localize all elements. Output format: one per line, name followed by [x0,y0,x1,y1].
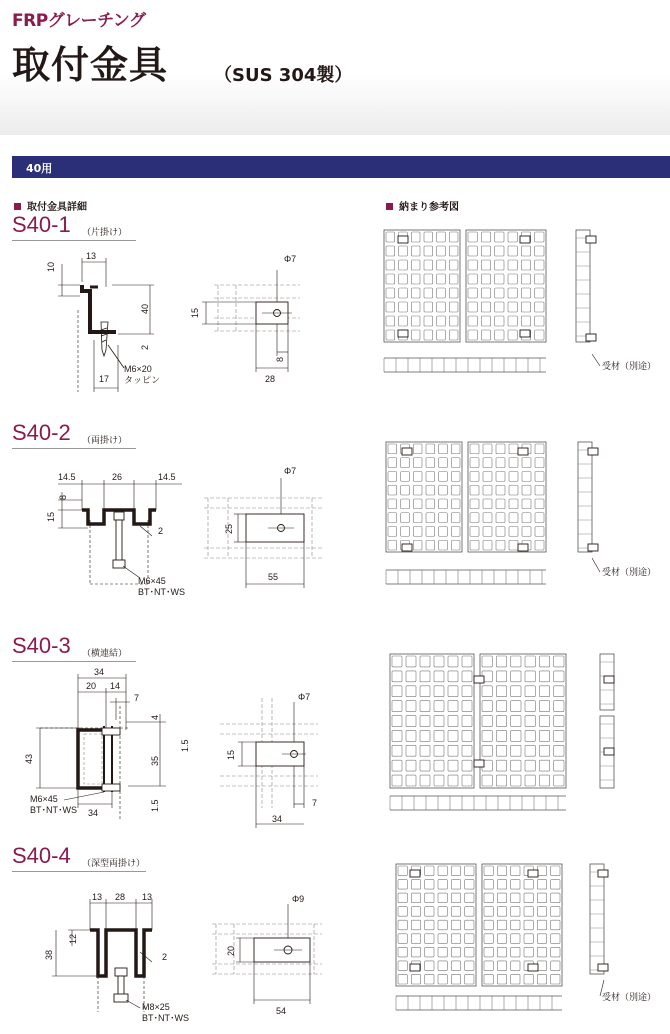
dim-label: 43 [24,753,34,764]
dim-label: 2 [162,952,168,962]
dim-label: 34 [272,814,283,824]
dim-label: 14.5 [158,472,176,482]
model-s40-2-type: （両掛け） [82,436,128,446]
material-note: （SUS 304製） [214,65,353,86]
model-s40-2: S40-2 [12,420,71,445]
dim-label: 54 [276,1006,287,1016]
dim-label: 14 [110,681,121,691]
dim-label: 8 [275,356,285,362]
support-label: 受材（別途） [602,361,657,371]
dim-label: 15 [46,511,56,522]
dim-label: 13 [142,892,153,902]
dim-label: 4 [150,714,160,720]
dim-label: 35 [150,755,160,766]
model-s40-3-type: （横連結） [82,649,128,659]
model-s40-3: S40-3 [12,633,71,658]
dim-label: 15 [226,749,236,760]
size-band-label: 40用 [26,162,53,175]
dim-label: 20 [86,681,97,691]
bolt-label: M6×20 [124,364,152,374]
dim-label: 40 [140,303,150,314]
dim-label: 15 [190,307,200,318]
bolt-label: M6×45 [30,794,58,804]
support-label: 受材（別途） [602,567,657,577]
dim-label: 1.5 [180,739,190,752]
dim-label: 7 [312,798,318,808]
bolt-label: BT･NT･WS [138,587,185,597]
bolt-label: M6×45 [138,576,166,586]
model-s40-4-type: （深型両掛け） [82,859,146,869]
bolt-label: BT･NT･WS [30,805,77,815]
model-s40-4: S40-4 [12,843,71,868]
dim-label: 17 [99,374,110,384]
dim-label: 34 [88,808,99,818]
bolt-label: タッピン [124,375,161,385]
hole-label: Φ9 [292,894,305,904]
dim-label: 34 [94,667,105,677]
model-s40-1: S40-1 [12,212,71,237]
dim-label: 28 [265,374,276,384]
bolt-label: M8×25 [142,1002,170,1012]
dim-label: 2 [158,526,164,536]
detail-heading: 取付金具詳細 [14,198,87,213]
dim-label: 14.5 [58,472,76,482]
dim-label: 12 [68,933,78,944]
dim-label: 1.5 [150,799,160,812]
hole-label: Φ7 [284,466,297,476]
support-label: 受材（別途） [602,992,657,1002]
dim-label: 25 [224,523,234,534]
dim-label: 8 [58,494,68,500]
model-s40-1-type: （片掛け） [82,228,128,238]
bolt-label: BT･NT･WS [142,1013,189,1023]
hole-label: Φ7 [298,692,311,702]
dim-label: 7 [134,693,140,703]
dim-label: 13 [92,892,103,902]
hole-label: Φ7 [284,254,297,264]
dim-label: 26 [112,472,123,482]
reference-heading: 納まり参考図 [386,198,459,213]
page-title: 取付金具 [12,43,169,87]
dim-label: 55 [268,572,279,582]
dim-label: 20 [226,945,236,956]
dim-label: 10 [46,261,56,272]
dim-label: 28 [115,892,126,902]
dim-label: 38 [44,949,54,960]
dim-label: 13 [86,251,97,261]
category-label: FRPグレーチング [12,11,146,31]
dim-label: 2 [140,344,150,350]
